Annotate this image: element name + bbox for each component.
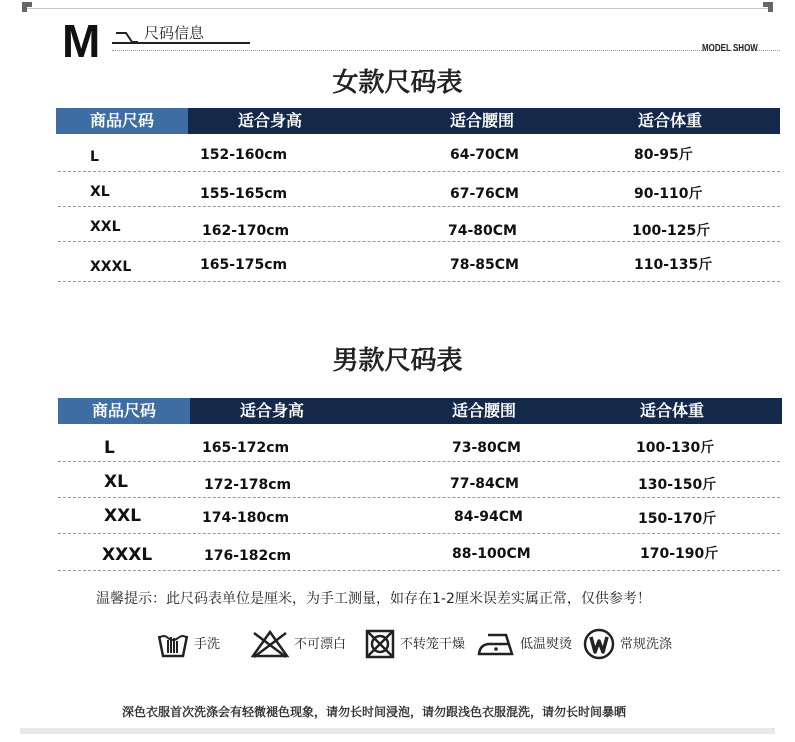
height-cell: 174-180cm [202,510,290,526]
weight-cell: 110-135斤 [634,257,713,273]
header-dotted-rule [112,50,780,51]
washing-note: 深色衣服首次洗涤会有轻微褪色现象，请勿长时间浸泡，请勿跟浅色衣服混洗，请勿长时间暴晒 [122,705,627,719]
care-item-normal-wash [582,626,672,662]
header-subtitle: 尺码信息 [140,26,208,41]
men-col-height: 适合身高 [240,401,305,420]
top-frame-line [26,8,771,9]
height-cell: 172-178cm [204,477,292,493]
waist-cell: 67-76CM [450,186,519,202]
waist-cell: 64-70CM [450,147,519,163]
care-item-no-tumble-dry [364,626,465,662]
model-show-label: MODEL SHOW [702,43,758,54]
measurement-tip: 温馨提示：此尺码表单位是厘米，为手工测量，如存在1-2厘米误差实属正常，仅供参考！ [96,591,651,607]
table-row [58,173,780,207]
weight-cell: 80-95斤 [634,147,693,163]
men-col-size: 商品尺码 [58,398,190,424]
no-bleach-icon [250,629,290,659]
normal-wash-icon [582,627,616,661]
weight-cell: 90-110斤 [634,186,703,202]
weight-cell: 170-190斤 [640,546,719,562]
table-row [58,537,780,571]
table-row [58,428,780,462]
care-item-no-bleach [250,626,346,662]
height-cell: 152-160cm [200,147,288,163]
height-cell: 176-182cm [204,548,292,564]
height-cell: 165-175cm [200,257,288,273]
women-table-header [56,108,780,134]
table-row [58,138,780,172]
bottom-bar [20,728,775,734]
size-cell: XXXL [90,259,132,275]
waist-cell: 73-80CM [452,440,521,456]
no-tumble-dry-icon [364,628,396,660]
women-col-weight: 适合体重 [638,111,703,130]
height-cell: 162-170cm [202,223,290,239]
weight-cell: 100-125斤 [632,223,711,239]
size-cell: XXXL [102,545,153,565]
table-row [58,464,780,498]
size-cell: XXL [90,219,121,235]
care-label: 低温熨烫 [520,636,573,652]
table-row [58,208,780,242]
care-item-low-iron [476,626,572,662]
size-cell: L [90,149,99,165]
header-line-kink [116,30,138,44]
weight-cell: 130-150斤 [638,477,717,493]
size-cell: XL [90,184,110,200]
waist-cell: 74-80CM [448,223,517,239]
men-table-header [58,398,782,424]
care-item-hand-wash [156,626,220,662]
table-row [58,500,780,534]
women-col-waist: 适合腰围 [450,111,515,130]
waist-cell: 84-94CM [454,509,523,525]
table-row [58,248,780,282]
women-col-height: 适合身高 [238,111,303,130]
women-col-size: 商品尺码 [56,108,188,134]
men-col-waist: 适合腰围 [452,401,517,420]
height-cell: 155-165cm [200,186,288,202]
top-left-corner-mark [22,2,32,12]
top-right-corner-mark [763,2,773,12]
care-label: 常规洗涤 [620,636,673,652]
height-cell: 165-172cm [202,440,290,456]
waist-cell: 88-100CM [452,546,531,562]
size-cell: L [104,438,115,458]
size-cell: XL [104,472,128,492]
men-table-title: 男款尺码表 [332,346,463,376]
logo-letter: M [62,15,100,67]
waist-cell: 78-85CM [450,257,519,273]
hand-wash-icon [156,629,190,659]
care-label: 不转笼干燥 [400,636,466,652]
care-label: 手洗 [194,636,221,652]
low-iron-icon [476,629,516,659]
weight-cell: 150-170斤 [638,511,717,527]
women-table-title: 女款尺码表 [332,68,463,98]
weight-cell: 100-130斤 [636,440,715,456]
size-cell: XXL [104,506,142,526]
men-col-weight: 适合体重 [640,401,705,420]
care-label: 不可漂白 [294,636,347,652]
waist-cell: 77-84CM [450,476,519,492]
